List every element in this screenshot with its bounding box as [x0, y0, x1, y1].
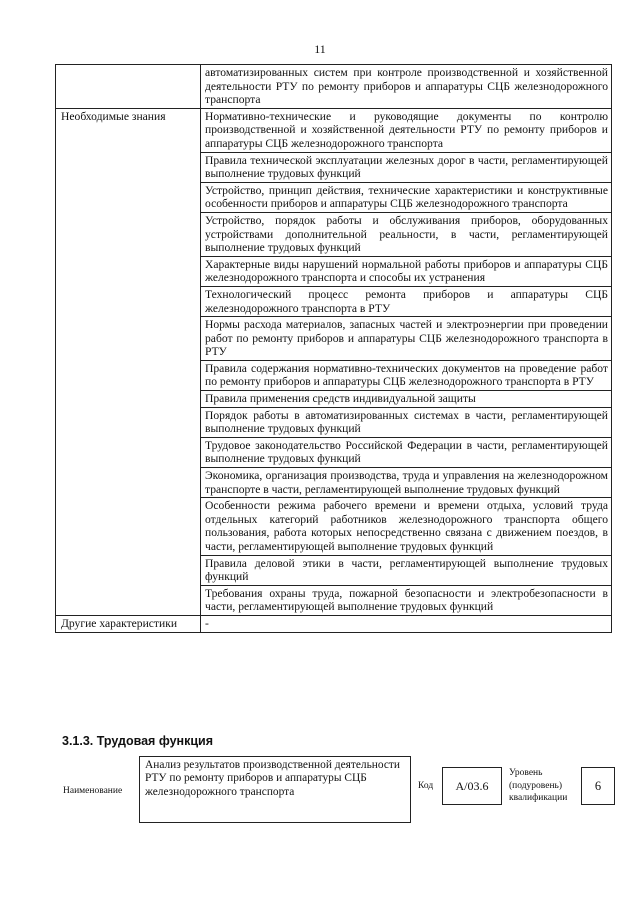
- row-label: [56, 65, 201, 109]
- row-label: Другие характеристики: [56, 615, 201, 632]
- level-label: Уровень (подуровень) квалификации: [509, 768, 568, 803]
- table-row: [56, 65, 612, 109]
- name-label: Наименование: [63, 786, 123, 796]
- row-item: Нормативно-технические и руководящие документы по контролю производственной и хозяйственной деятельности РТУ по ремонту приборов и аппаратуры СЦБ железнодорожного транспорта: [201, 108, 612, 152]
- row-item: Трудовое законодательство Российской Федерации в части, регламентирующей выполнение трудовых функций: [201, 437, 612, 467]
- row-item: автоматизированных систем при контроле производственной и хозяйственной деятельности РТУ по ремонту приборов и аппаратуры СЦБ железнодорожного транспорта: [201, 65, 612, 109]
- row-item: Технологический процесс ремонта приборов и аппаратуры СЦБ железнодорожного транспорта в РТУ: [201, 286, 612, 316]
- row-label: Необходимые знания: [56, 108, 201, 615]
- row-item: Характерные виды нарушений нормальной работы приборов и аппаратуры СЦБ железнодорожного транспорта и способы их устранения: [201, 256, 612, 286]
- section-heading: 3.1.3. Трудовая функция: [62, 734, 214, 748]
- row-item: Правила технической эксплуатации железных дорог в части, регламентирующей выполнение трудовых функций: [201, 152, 612, 182]
- row-item: Правила деловой этики в части, регламентирующей выполнение трудовых функций: [201, 555, 612, 585]
- row-item: Правила применения средств индивидуальной защиты: [201, 391, 612, 408]
- name-value-box: Анализ результатов производственной деятельности РТУ по ремонту приборов и аппаратуры СЦБ железнодорожного транспорта: [139, 756, 411, 823]
- table-row: [56, 615, 612, 632]
- row-item: -: [201, 615, 612, 632]
- row-item: Устройство, порядок работы и обслуживания приборов, оборудованных устройствами дополнительной реальности, в части, регламентирующей выполнение трудовых функций: [201, 212, 612, 256]
- row-item: Устройство, принцип действия, технические характеристики и конструктивные особенности приборов и аппаратуры СЦБ железнодорожного транспорта: [201, 182, 612, 212]
- knowledge-table: [55, 64, 612, 633]
- code-label: Код: [418, 781, 434, 791]
- row-item: Нормы расхода материалов, запасных частей и электроэнергии при проведении работ по ремонту приборов и аппаратуры СЦБ железнодорожного транспорта в РТУ: [201, 317, 612, 361]
- code-value-box: A/03.6: [442, 767, 502, 805]
- row-item: Правила содержания нормативно-технических документов на проведение работ по ремонту приборов и аппаратуры СЦБ железнодорожного транспорта в РТУ: [201, 360, 612, 390]
- page-number: 11: [314, 42, 326, 56]
- row-item: Экономика, организация производства, труда и управления на железнодорожном транспорте в части, регламентирующей выполнение трудовых функций: [201, 468, 612, 498]
- row-item: Требования охраны труда, пожарной безопасности и электробезопасности в части, регламентирующей выполнение трудовых функций: [201, 585, 612, 615]
- level-value-box: 6: [581, 767, 615, 805]
- table-row: [56, 108, 612, 152]
- row-item: Особенности режима рабочего времени и времени отдыха, условий труда отдельных категорий работников железнодорожного транспорта общего пользования, работа которых непосредственно связана с движением поездов, в части, регламентирующей выполнение трудовых функций: [201, 498, 612, 555]
- row-item: Порядок работы в автоматизированных системах в части, регламентирующей выполнение трудовых функций: [201, 407, 612, 437]
